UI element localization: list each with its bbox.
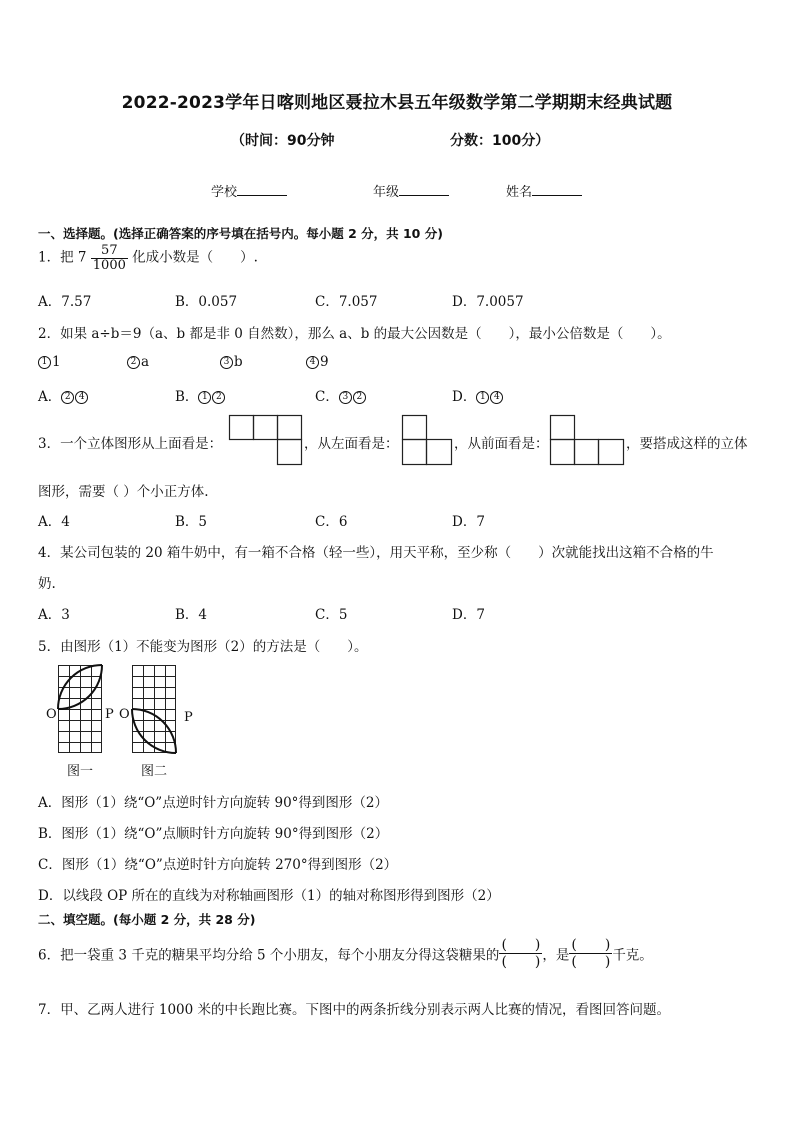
q4-option-d[interactable]: D．7 (452, 607, 485, 623)
question-2: 2．如果 a÷b＝9（a、b 都是非 0 自然数），那么 a、b 的最大公因数是（ ），最小公倍数是（ ）。 (38, 326, 671, 342)
q1-suffix: 化成小数是（ ）. (132, 249, 258, 266)
q3-option-a[interactable]: A．4 (38, 514, 70, 530)
q5-caption-1: 图一 (67, 764, 94, 779)
q1-frac-num: 57 (91, 244, 128, 259)
q3-option-c[interactable]: C．6 (315, 514, 348, 530)
q6-middle: ，是 (542, 947, 570, 964)
q4-option-c[interactable]: C．5 (315, 607, 348, 623)
q6-fraction-blank-2[interactable]: ( ) ( ) (571, 937, 611, 970)
q5-caption-2: 图二 (141, 764, 168, 779)
grade-blank[interactable] (399, 183, 449, 196)
q6-prefix: 6．把一袋重 3 千克的糖果平均分给 5 个小朋友，每个小朋友分得这袋糖果的 (38, 947, 500, 964)
q1-option-c[interactable]: C．7.057 (315, 294, 378, 310)
q3-left-view-figure (402, 415, 454, 466)
q1-option-b[interactable]: B．0.057 (175, 294, 238, 310)
q1-fraction (91, 244, 128, 272)
q2-option-c[interactable]: C． 3 2 (315, 385, 367, 405)
section-2-heading: 二、填空题。(每小题 2 分，共 28 分) (38, 912, 256, 927)
q5-figure-2 (132, 665, 176, 753)
question-7: 7．甲、乙两人进行 1000 米的中长跑比赛。下图中的两条折线分别表示两人比赛的情况，看图回答问题。 (38, 1002, 671, 1018)
name-label: 姓名 (506, 185, 533, 200)
exam-time: （时间：90分钟 (231, 133, 335, 149)
q2-choice-3: 3 b (220, 354, 243, 370)
q1-prefix: 1．把 7 (38, 249, 87, 266)
q5-label-o-1: O (46, 707, 57, 722)
q5-label-p-1: P (105, 707, 114, 722)
q5-option-c[interactable]: C．图形（1）绕“O”点逆时针方向旋转 270°得到图形（2） (38, 857, 398, 873)
q5-option-a[interactable]: A．图形（1）绕“O”点逆时针方向旋转 90°得到图形（2） (38, 795, 389, 811)
q5-label-o-2: O (119, 707, 130, 722)
question-5: 5．由图形（1）不能变为图形（2）的方法是（ ）。 (38, 639, 368, 655)
q2-option-d[interactable]: D． 1 4 (452, 385, 504, 405)
q2-option-a[interactable]: A． 2 4 (38, 385, 89, 405)
q3-front-view-figure (550, 415, 626, 466)
school-blank[interactable] (237, 183, 287, 196)
name-blank[interactable] (532, 183, 582, 196)
q3-text-5: 图形，需要（ ）个小正方体. (38, 484, 209, 500)
exam-score: 分数：100分） (450, 133, 550, 149)
q2-choice-1: 1 1 (38, 354, 61, 370)
q1-option-a[interactable]: A．7.57 (38, 294, 92, 310)
q3-top-view-figure (229, 415, 304, 466)
q4-line-1: 4．某公司包装的 20 箱牛奶中，有一箱不合格（轻一些），用天平称，至少称（ ）次就能找出这箱不合格的牛 (38, 545, 714, 561)
q2-option-b[interactable]: B． 1 2 (175, 385, 226, 405)
q3-option-b[interactable]: B．5 (175, 514, 208, 530)
q5-option-d[interactable]: D．以线段 OP 所在的直线为对称轴画图形（1）的轴对称图形得到图形（2） (38, 888, 500, 904)
q5-label-p-2: P (184, 710, 193, 725)
school-field (211, 181, 287, 200)
q4-option-a[interactable]: A．3 (38, 607, 70, 623)
q2-choice-4: 4 9 (306, 354, 329, 370)
q1-frac-den: 1000 (92, 257, 126, 273)
q1-option-d[interactable]: D．7.0057 (452, 294, 524, 310)
q5-option-b[interactable]: B．图形（1）绕“O”点顺时针方向旋转 90°得到图形（2） (38, 826, 389, 842)
question-1 (38, 244, 258, 272)
q3-text-1: 3．一个立体图形从上面看是： (38, 436, 223, 452)
q6-suffix: 千克。 (612, 947, 653, 964)
q5-figure-1 (58, 665, 102, 753)
section-1-heading: 一、选择题。(选择正确答案的序号填在括号内。每小题 2 分，共 10 分) (38, 226, 443, 241)
question-6 (38, 937, 653, 970)
school-label: 学校 (211, 185, 238, 200)
name-field (506, 181, 582, 200)
page-title: 2022-2023学年日喀则地区聂拉木县五年级数学第二学期期末经典试题 (121, 93, 673, 113)
q3-text-2: ，从左面看是： (304, 436, 399, 452)
q6-fraction-blank-1[interactable]: ( ) ( ) (501, 937, 541, 970)
grade-label: 年级 (373, 185, 400, 200)
q2-choice-2: 2 a (127, 354, 149, 370)
grade-field (373, 181, 449, 200)
q4-line-2: 奶. (38, 576, 56, 592)
q3-text-4: ，要搭成这样的立体 (626, 436, 748, 452)
q4-option-b[interactable]: B．4 (175, 607, 208, 623)
q3-text-3: ，从前面看是： (454, 436, 549, 452)
q3-option-d[interactable]: D．7 (452, 514, 485, 530)
